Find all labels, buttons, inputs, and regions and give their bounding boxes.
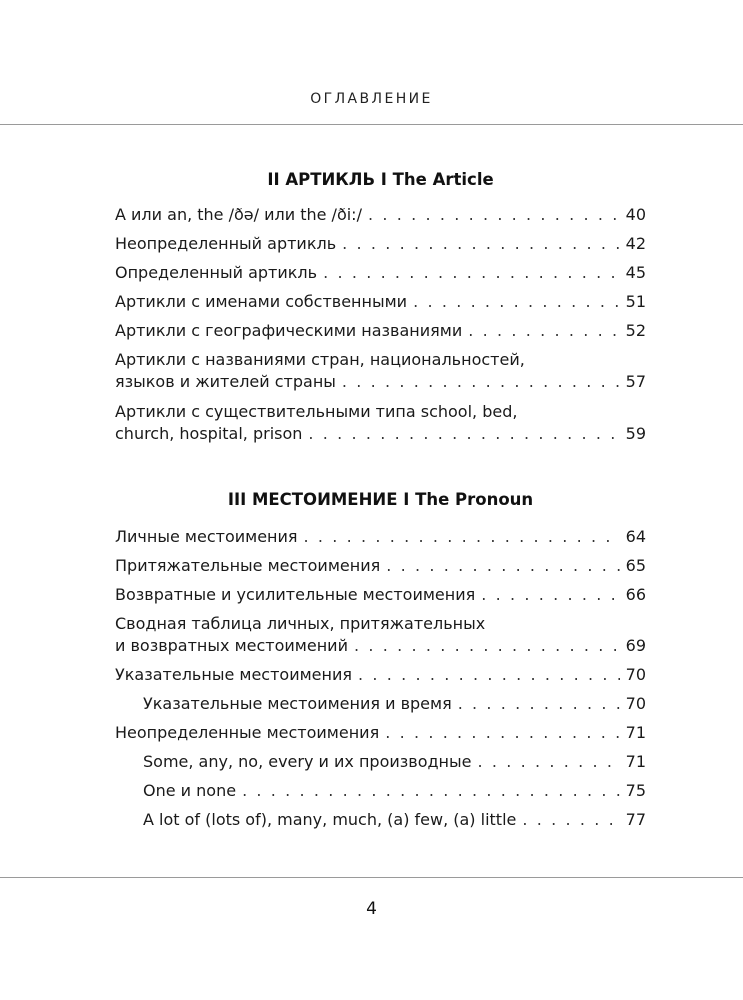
dot-leader (413, 291, 620, 313)
toc-entry[interactable] (115, 584, 646, 606)
toc-entry-label: A lot of (lots of), many, much, (a) few, (a) little (143, 810, 517, 829)
toc-entry[interactable] (115, 555, 646, 577)
dot-leader (368, 204, 620, 226)
dot-leader (385, 722, 620, 744)
toc-entry-page: 71 (625, 723, 646, 742)
dot-leader (342, 371, 620, 393)
toc-entry[interactable] (115, 291, 646, 313)
header-divider (0, 124, 743, 125)
dot-leader (323, 262, 620, 284)
toc-entry-page: 64 (625, 527, 646, 546)
toc-entry-label: Указательные местоимения и время (143, 694, 452, 713)
toc-entry-label: и возвратных местоимений (115, 636, 348, 655)
toc-entry-label: Артикли с именами собственными (115, 292, 408, 311)
toc-entry-page: 65 (625, 556, 646, 575)
dot-leader (386, 555, 620, 577)
toc-entry-page: 45 (625, 263, 646, 282)
toc-subentry[interactable] (143, 693, 646, 715)
dot-leader (242, 780, 620, 802)
dot-leader (354, 635, 620, 657)
toc-entry[interactable] (115, 233, 646, 255)
toc-subentry[interactable] (143, 751, 646, 773)
toc-entry-label: Some, any, no, every и их производные (143, 752, 472, 771)
toc-entry-page: 42 (625, 234, 646, 253)
toc-entry-label: Артикли с географическими названиями (115, 321, 463, 340)
toc-entry[interactable] (115, 401, 646, 445)
toc-entry-page: 70 (625, 665, 646, 684)
dot-leader (468, 320, 620, 342)
toc-subentry[interactable] (143, 809, 646, 831)
toc-entry-label: A или an, the /ðə/ или the /ði:/ (115, 205, 362, 224)
section-title-pronoun: III МЕСТОИМЕНИЕ I The Pronoun (227, 490, 534, 509)
toc-entry-label-line1: Артикли с существительными типа school, bed, (115, 402, 518, 421)
section-title-article: II АРТИКЛЬ I The Article (267, 170, 494, 189)
toc-entry[interactable] (115, 722, 646, 744)
toc-entry-label: Возвратные и усилительные местоимения (115, 585, 476, 604)
toc-entry-label: One и none (143, 781, 237, 800)
toc-entry-label: Личные местоимения (115, 527, 298, 546)
toc-entry-page: 51 (625, 292, 646, 311)
toc-entry-label: Неопределенные местоимения (115, 723, 380, 742)
toc-entry[interactable] (115, 204, 646, 226)
toc-entry-label-line1: Сводная таблица личных, притяжательных (115, 614, 486, 633)
toc-entry-page: 77 (625, 810, 646, 829)
dot-leader (342, 233, 620, 255)
dot-leader (308, 423, 620, 445)
toc-entry-page: 69 (625, 636, 646, 655)
dot-leader (522, 809, 620, 831)
toc-entry[interactable] (115, 664, 646, 686)
toc-entry-page: 40 (625, 205, 646, 224)
toc-entry-page: 52 (625, 321, 646, 340)
dot-leader (304, 526, 620, 548)
toc-entry-page: 57 (625, 372, 646, 391)
toc-subentry[interactable] (143, 780, 646, 802)
toc-entry-page: 66 (625, 585, 646, 604)
toc-entry[interactable] (115, 320, 646, 342)
toc-entry[interactable] (115, 526, 646, 548)
toc-entry-label: Неопределенный артикль (115, 234, 337, 253)
toc-entry-label-line1: Артикли с названиями стран, национальностей, (115, 350, 525, 369)
dot-leader (458, 693, 620, 715)
toc-entry-label: church, hospital, prison (115, 424, 303, 443)
running-title: ОГЛАВЛЕНИЕ (310, 91, 433, 107)
dot-leader (478, 751, 621, 773)
dot-leader (481, 584, 620, 606)
toc-entry-page: 75 (625, 781, 646, 800)
toc-entry-label: Указательные местоимения (115, 665, 352, 684)
toc-entry-label: языков и жителей страны (115, 372, 336, 391)
page-number: 4 (366, 899, 377, 919)
toc-entry-page: 71 (625, 752, 646, 771)
toc-entry[interactable] (115, 349, 646, 393)
toc-entry[interactable] (115, 262, 646, 284)
toc-entry-page: 70 (625, 694, 646, 713)
toc-entry-label: Определенный артикль (115, 263, 318, 282)
toc-entry-label: Притяжательные местоимения (115, 556, 381, 575)
dot-leader (358, 664, 620, 686)
toc-entry[interactable] (115, 613, 646, 657)
footer-divider (0, 877, 743, 878)
toc-entry-page: 59 (625, 424, 646, 443)
